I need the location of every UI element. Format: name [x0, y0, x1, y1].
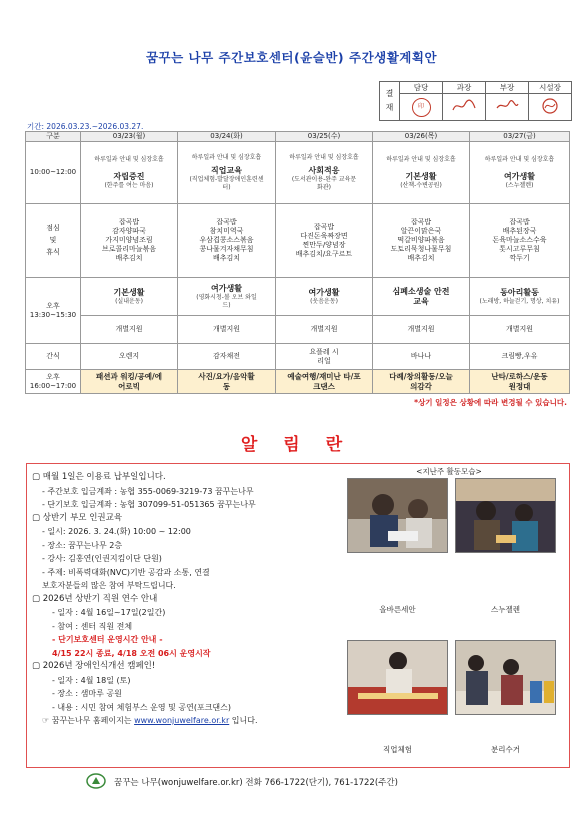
approval-signature	[486, 94, 529, 121]
support-text: 개별지원	[407, 325, 435, 333]
menu-item: 브로콜리마늘볶음	[101, 245, 157, 253]
cell-note: 하루일과 안내 및 심장호흡	[191, 153, 262, 161]
photo-recycling	[456, 641, 556, 715]
support-text: 개별지원	[212, 325, 241, 333]
menu-item: 깍두기	[509, 254, 530, 262]
menu-cell	[178, 204, 276, 278]
lunch-row	[26, 204, 570, 278]
cell-note: 하루일과 안내 및 심장호흡	[94, 155, 164, 163]
notice-line: - 주제: 비폭력대화(NVC)기반 공감과 소통, 연결	[42, 567, 210, 577]
menu-item: 돈육마늘소스수육	[492, 236, 547, 244]
cell-sub: (영화시청-볼 오브 와일드)	[196, 293, 257, 309]
snack-cell: 요플레 시리얼	[276, 344, 373, 370]
menu-item: 배추된장국	[502, 227, 537, 235]
photo-face-wash	[348, 479, 448, 553]
morning-row	[26, 142, 570, 204]
menu-cell	[81, 204, 178, 278]
homepage-prefix: ☞ 꿈꾸는나무 홈페이지는	[42, 716, 135, 725]
approval-box	[379, 81, 572, 121]
activity-photo	[455, 478, 556, 553]
activity-cell	[373, 142, 470, 204]
period-label: 기간: 2026.03.23.~2026.03.27.	[27, 122, 144, 131]
menu-item: 알끈이맑은국	[400, 227, 442, 235]
time-cell	[26, 204, 81, 278]
notice-line: - 참여 : 센터 직원 전체	[52, 621, 133, 631]
cell-main: 여가생활	[308, 287, 340, 297]
menu-item: 참치미역국	[209, 227, 244, 235]
time-cell: 간식	[26, 344, 81, 370]
activity-photo	[455, 640, 556, 715]
notice-line: - 주간보호 입금계좌 : 농협 355-0069-3219-73 꿈꾸는나무	[42, 486, 254, 496]
menu-item: 잡곡밥	[118, 218, 140, 226]
notice-title: 알림란	[240, 435, 369, 455]
menu-cell	[470, 204, 570, 278]
approval-signature	[443, 94, 486, 121]
menu-item: 배추김치	[115, 254, 143, 262]
program-cell: 예술여행/재미난 타/포크댄스	[276, 370, 373, 394]
notice-line: - 일시: 2026. 3. 24.(화) 10:00 ~ 12:00	[42, 527, 191, 536]
menu-item: 떡갈비양파볶음	[397, 236, 445, 244]
cell-main: 동아리활동	[500, 287, 539, 297]
activity-cell	[373, 278, 470, 316]
activity-cell	[470, 142, 570, 204]
cell-main: 기본생활	[405, 171, 437, 181]
gallery-heading: <지난주 활동모습>	[416, 467, 482, 476]
page-title: 꿈꾸는 나무 주간보호센터(윤슬반) 주간생활계획안	[145, 50, 438, 65]
support-text: 개별지원	[505, 325, 534, 333]
menu-cell	[373, 204, 470, 278]
support-cell	[470, 316, 570, 344]
header-cell: 구분	[26, 132, 81, 142]
homepage-line	[32, 714, 352, 728]
lunch-label: 및	[49, 236, 57, 244]
time-cell	[26, 278, 81, 344]
notice-line: - 일자 : 4월 16일~17일(2일간)	[52, 608, 166, 617]
program-cell: 패션과 워킹/공예/에어로빅	[81, 370, 178, 394]
activity-cell	[276, 278, 373, 316]
activity-cell	[178, 142, 276, 204]
late-label: 오후	[46, 372, 60, 381]
notice-line: - 장소 : 샘마루 공원	[52, 689, 122, 698]
header-cell: 03/25(수)	[276, 132, 373, 142]
late-afternoon-row	[26, 370, 570, 394]
center-logo-icon	[86, 773, 106, 789]
snack-cell: 감자채전	[178, 344, 276, 370]
notice-line: ▢ 2026년 상반기 직원 연수 안내	[32, 593, 158, 604]
header-cell: 03/23(월)	[81, 132, 178, 142]
gallery	[344, 466, 564, 477]
approval-role: 담당	[400, 82, 443, 94]
menu-item: 배추김치	[212, 254, 241, 262]
menu-item: 잡곡밥	[509, 218, 530, 226]
schedule-table	[25, 131, 570, 394]
snack-row	[26, 344, 570, 370]
cell-note: 하루일과 안내 및 심장호흡	[386, 155, 456, 163]
menu-item: 찐만두/양념장	[302, 240, 346, 249]
cell-main: 심폐소생술 안전교육	[392, 286, 450, 306]
photo-caption: 직업체험	[383, 745, 412, 754]
cell-sub: (한주를 여는 마음)	[104, 181, 154, 189]
cell-sub: (노래방, 하늘걷기, 명상, 치유)	[479, 297, 560, 305]
notice-line: ▢ 상반기 부모 인권교육	[32, 512, 123, 523]
notice-line: - 내용 : 시민 참여 체험부스 운영 및 공연(포크댄스)	[52, 702, 231, 712]
menu-item: 잡곡밥	[216, 218, 237, 226]
menu-item: 도토리묵청나물무침	[390, 245, 452, 253]
approval-side-label: 결재	[385, 89, 394, 112]
activity-cell	[81, 278, 178, 316]
menu-item: 감자양파국	[112, 227, 146, 235]
notice-line: - 일자 : 4월 18일 (토)	[52, 675, 131, 685]
approval-role: 시설장	[529, 82, 572, 94]
cell-main: 여가생활	[211, 283, 242, 293]
activity-cell	[178, 278, 276, 316]
program-cell: 다례/창의활동/오늘의감각	[373, 370, 470, 394]
notice-line: ▢ 2026년 장애인식개선 캠페인!	[32, 661, 156, 671]
afternoon-label: 오후	[46, 301, 60, 310]
signature-icon	[537, 97, 563, 115]
snack-cell: 바나나	[373, 344, 470, 370]
cell-main: 자립증진	[113, 171, 145, 181]
support-row	[26, 316, 570, 344]
cell-sub: (산책-수변공원)	[400, 181, 442, 189]
support-text: 개별지원	[310, 325, 338, 333]
cell-sub: (실내운동)	[115, 297, 143, 305]
cell-sub: (도서관이용-완주 교육문화관)	[291, 175, 357, 191]
photo-caption: 올바른세안	[379, 605, 416, 614]
menu-item: 다진돈육짜장면	[300, 231, 348, 240]
approval-role: 과장	[443, 82, 486, 94]
menu-item: 우삼겹콩소스볶음	[199, 236, 254, 244]
photo-snoezelen	[456, 479, 556, 553]
notice-line: ▢ 매월 1일은 이용료 납부일입니다.	[32, 472, 166, 482]
menu-item: 톳시고루무침	[499, 245, 540, 253]
lunch-label: 점심	[46, 224, 60, 232]
menu-item: 잡곡밥	[313, 222, 335, 231]
photo-job-training	[348, 641, 448, 715]
approval-role: 부장	[486, 82, 529, 94]
late-time: 16:00~17:00	[29, 381, 77, 390]
homepage-link[interactable]: www.wonjuwelfare.or.kr	[134, 716, 230, 725]
notice-lines	[32, 471, 352, 728]
schedule-header-row	[26, 132, 570, 142]
time-cell	[26, 370, 81, 394]
activity-photo	[347, 640, 448, 715]
header-cell: 03/27(금)	[470, 132, 570, 142]
activity-cell	[81, 142, 178, 204]
homepage-suffix: 입니다.	[229, 716, 258, 725]
activity-photo	[347, 478, 448, 553]
afternoon-time: 13:30~15:30	[29, 310, 77, 319]
program-cell: 난타/로하스/운동원정대	[470, 370, 570, 394]
program-cell: 사진/요가/음악활동	[178, 370, 276, 394]
menu-item: 콩나물겨자채무침	[199, 245, 254, 253]
cell-note: 하루일과 안내 및 심장호흡	[484, 155, 555, 163]
menu-item: 가지미양념조림	[105, 236, 153, 244]
support-cell	[81, 316, 178, 344]
cell-note: 하루일과 안내 및 심장호흡	[289, 153, 359, 161]
header-cell: 03/24(화)	[178, 132, 276, 142]
cell-sub: (웃음운동)	[310, 297, 338, 305]
menu-cell	[276, 204, 373, 278]
notice-line: 4/15 22시 종료, 4/18 오전 06시 운영시작	[52, 648, 211, 658]
seal-stamp-icon: 印	[412, 98, 431, 117]
cell-main: 기본생활	[113, 287, 145, 297]
lunch-label: 휴식	[46, 248, 60, 256]
approval-signature	[529, 94, 572, 121]
notice-line: - 단기보호 입금계좌 : 농협 307099-51-051365 꿈꾸는나무	[42, 500, 256, 509]
menu-item: 잡곡밥	[410, 218, 432, 226]
cell-main: 사회적응	[308, 165, 340, 175]
afternoon-row	[26, 278, 570, 316]
cell-main: 직업교육	[211, 165, 242, 175]
support-cell	[276, 316, 373, 344]
support-text: 개별지원	[115, 325, 143, 333]
signature-icon	[494, 98, 520, 114]
activity-cell	[470, 278, 570, 316]
cell-sub: (스누젤렌)	[505, 181, 534, 189]
notice-line: - 장소: 꿈꾸는나무 2층	[42, 540, 123, 550]
photo-caption: 스누젤렌	[491, 605, 520, 614]
activity-cell	[276, 142, 373, 204]
cell-main: 여가생활	[504, 171, 535, 181]
header-cell: 03/26(목)	[373, 132, 470, 142]
approval-label	[380, 82, 400, 121]
signature-icon	[451, 98, 477, 114]
support-cell	[373, 316, 470, 344]
menu-item: 배추김치	[407, 254, 435, 262]
snack-cell: 오렌지	[81, 344, 178, 370]
menu-item: 배추김치/요구르트	[295, 249, 353, 258]
notice-line: - 단기보호센터 운영시간 안내 -	[52, 635, 163, 644]
photo-caption: 분리수거	[491, 745, 520, 754]
approval-signature	[400, 94, 443, 121]
change-notice: *상기 일정은 상황에 따라 변경될 수 있습니다.	[414, 398, 567, 407]
cell-sub: (직업체험-발달장애인훈련센터)	[189, 175, 264, 191]
notice-line: 보호자분들의 많은 참여 부탁드립니다.	[42, 581, 176, 590]
time-cell: 10:00~12:00	[26, 142, 81, 204]
support-cell	[178, 316, 276, 344]
notice-line: - 강사: 김홍연(인권지킴이단 단원)	[42, 554, 162, 563]
footer-contact: 꿈꾸는 나무(wonjuwelfare.or.kr) 전화 766-1722(단기), 761-1722(주간)	[114, 778, 398, 788]
snack-cell: 크림빵,우유	[470, 344, 570, 370]
